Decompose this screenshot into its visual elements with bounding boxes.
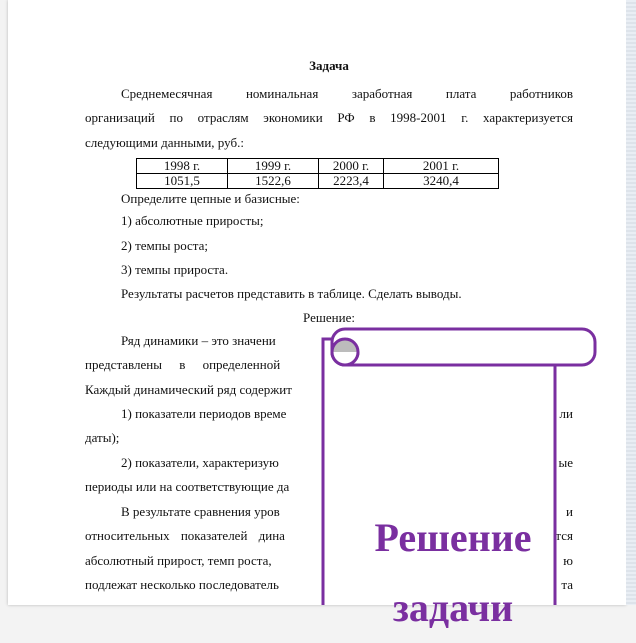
task-line-2: 1) абсолютные приросты;: [121, 213, 264, 229]
right-fragment: ли: [559, 405, 573, 421]
body-line: периоды или на соответствующие да: [85, 479, 290, 495]
intro-line-3: следующими данными, руб.:: [85, 134, 244, 150]
body-line: даты);: [85, 430, 120, 446]
right-fragment: ю: [563, 552, 573, 568]
table-row: [137, 174, 499, 189]
body-line: Ряд динамики – это значени: [121, 332, 276, 348]
task-line-5: Результаты расчетов представить в таблице. Сделать выводы.: [121, 286, 462, 302]
body-line: представлены в определенной: [85, 357, 281, 373]
intro-line-2: организаций по отраслям экономики РФ в 1998-2001 г. характеризуется: [85, 110, 573, 126]
right-fragment: та: [561, 576, 573, 592]
table-header-cell: 1999 г.: [228, 159, 319, 174]
body-line: абсолютный прирост, темп роста,: [85, 552, 272, 568]
body-line: относительных показателей дина: [85, 528, 285, 544]
overlay-title: [330, 503, 576, 643]
intro-line-1: Среднемесячная номинальная заработная плата работников: [121, 86, 573, 101]
overlay-line-2: задачи: [392, 585, 514, 630]
scrollbar-track[interactable]: [626, 0, 636, 605]
table-header-cell: 1998 г.: [137, 159, 228, 174]
body-line: 1) показатели периодов време: [121, 406, 287, 422]
right-fragment: ые: [558, 454, 573, 470]
overlay-line-1: Решение: [374, 515, 532, 560]
task-line-4: 3) темпы прироста.: [121, 262, 229, 278]
solution-scroll-overlay: [320, 325, 600, 630]
body-line: 2) показатели, характеризую: [121, 454, 279, 470]
solution-label: Решение:: [303, 309, 355, 325]
table-cell: 1522,6: [228, 174, 319, 189]
task-line-1: Определите цепные и базисные:: [121, 191, 300, 207]
body-line: Каждый динамический ряд содержит: [85, 381, 292, 397]
right-fragment: тся: [555, 527, 573, 543]
table-cell: 1051,5: [137, 174, 228, 189]
task-line-3: 2) темпы роста;: [121, 237, 209, 253]
wage-table: [136, 158, 499, 189]
table-row: [137, 159, 499, 174]
table-header-cell: 2001 г.: [384, 159, 499, 174]
right-fragment: и: [566, 503, 573, 519]
table-cell: 2223,4: [319, 174, 384, 189]
body-line: В результате сравнения уров: [121, 503, 280, 519]
table-cell: 3240,4: [384, 174, 499, 189]
document-title: Задача: [309, 58, 349, 73]
body-line: подлежат несколько последователь: [85, 576, 279, 592]
table-header-cell: 2000 г.: [319, 159, 384, 174]
